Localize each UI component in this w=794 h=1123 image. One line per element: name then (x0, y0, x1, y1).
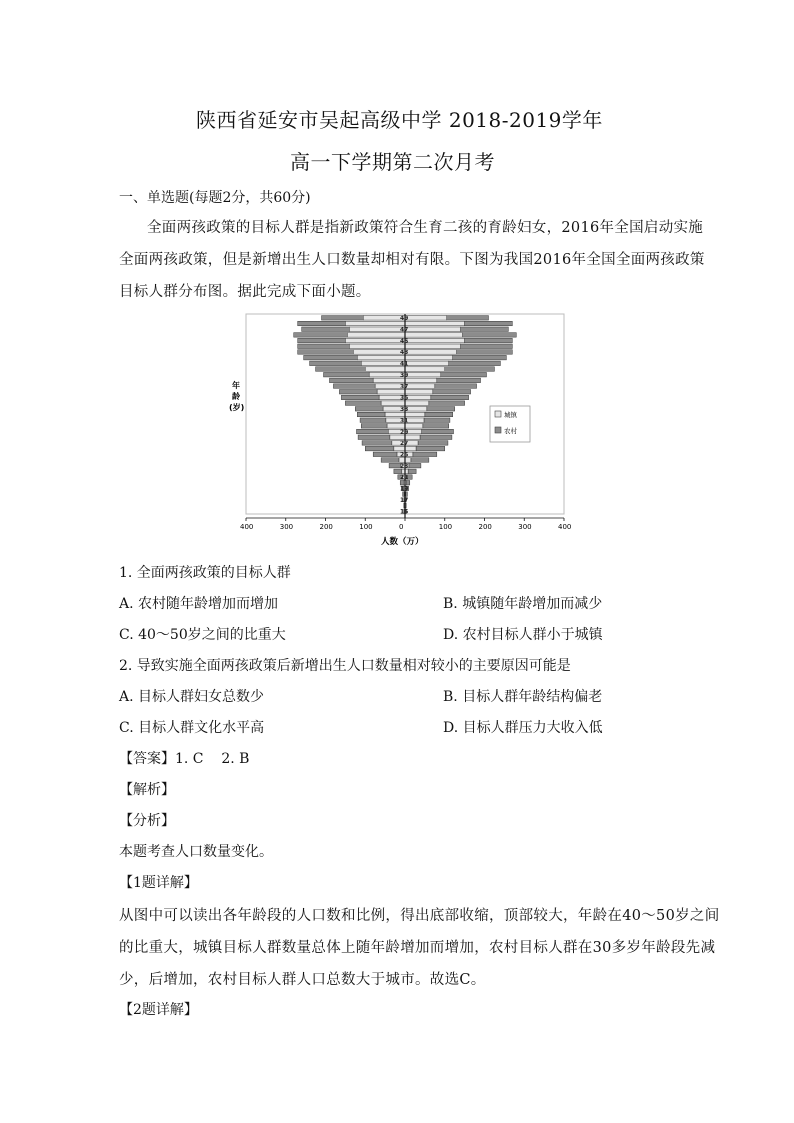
bar-rural-left-age-47 (302, 327, 350, 331)
q2-option-b: B. 目标人群年龄结构偏老 (443, 689, 603, 705)
age-tick-35: 35 (400, 394, 409, 402)
intro-line-3: 目标人群分布图。据此完成下面小题。 (119, 284, 371, 300)
analysis-label: 【解析】 (119, 782, 175, 798)
legend-swatch-urban (495, 411, 501, 417)
x-tick-label-4: 0 (399, 523, 404, 531)
bar-rural-right-age-33 (427, 407, 455, 411)
q1-detail-line-2: 的比重大，城镇目标人群数量总体上随年龄增加而增加，农村目标人群在30多岁年龄段先减 (119, 940, 716, 956)
bar-rural-right-age-46 (463, 333, 517, 337)
bar-rural-left-age-37 (333, 384, 375, 388)
bar-urban-left-age-42 (357, 355, 405, 359)
bar-rural-right-age-47 (461, 327, 509, 331)
bar-urban-right-age-48 (405, 321, 465, 325)
bar-urban-right-age-49 (405, 316, 447, 320)
age-tick-27: 27 (400, 440, 409, 448)
intro-line-2: 全面两孩政策，但是新增出生人口数量却相对有限。下图为我国2016年全国全面两孩政策 (119, 252, 705, 268)
bar-urban-left-age-46 (347, 333, 405, 337)
age-tick-29: 29 (400, 428, 409, 436)
bar-rural-left-age-45 (298, 338, 346, 342)
bar-rural-right-age-31 (424, 418, 450, 422)
bar-rural-left-age-33 (355, 407, 383, 411)
x-tick-label-8: 400 (558, 523, 572, 531)
bar-rural-left-age-35 (341, 395, 379, 399)
legend-label-rural: 农村 (504, 427, 517, 435)
bar-rural-left-age-48 (298, 321, 346, 325)
bar-urban-right-age-35 (405, 395, 431, 399)
bar-urban-left-age-47 (349, 327, 405, 331)
legend-label-urban: 城镇 (504, 411, 517, 419)
bar-rural-right-age-45 (465, 338, 513, 342)
legend (490, 406, 530, 442)
bar-rural-left-age-46 (294, 333, 348, 337)
bar-rural-left-age-28 (358, 435, 390, 439)
age-tick-39: 39 (400, 371, 409, 379)
legend-swatch-rural (495, 427, 501, 433)
x-axis-label: 人数（万） (381, 537, 424, 547)
bar-rural-right-age-41 (449, 361, 501, 365)
bar-rural-right-age-25 (413, 452, 437, 456)
bar-rural-right-age-37 (435, 384, 477, 388)
bar-rural-left-age-38 (329, 378, 373, 382)
age-tick-47: 47 (400, 326, 409, 334)
age-tick-33: 33 (400, 406, 409, 414)
q1-detail-label: 【1题详解】 (119, 875, 198, 891)
bar-rural-left-age-36 (339, 390, 377, 394)
y-axis-label: 年 龄 (岁) (229, 381, 245, 412)
bar-rural-right-age-44 (461, 344, 513, 348)
x-tick-label-7: 300 (518, 523, 532, 531)
q1-option-d: D. 农村目标人群小于城镇 (443, 627, 603, 643)
bar-rural-right-age-35 (431, 395, 469, 399)
q2-stem: 2. 导致实施全面两孩政策后新增出生人口数量相对较小的主要原因可能是 (119, 658, 571, 674)
bar-rural-left-age-25 (373, 452, 397, 456)
age-tick-17: 17 (400, 496, 409, 504)
bar-rural-right-age-23 (409, 463, 421, 467)
bar-rural-left-age-34 (345, 401, 381, 405)
bar-urban-left-age-48 (345, 321, 405, 325)
age-tick-49: 49 (400, 315, 409, 323)
bar-rural-right-age-36 (433, 390, 471, 394)
bar-rural-left-age-43 (298, 350, 354, 354)
page-title-line1: 陕西省延安市吴起高级中学 2018-2019学年 (196, 108, 603, 132)
age-tick-19: 19 (400, 485, 409, 493)
bar-rural-left-age-39 (324, 372, 370, 376)
bar-rural-right-age-22 (408, 469, 416, 473)
bar-rural-left-age-41 (310, 361, 362, 365)
bar-urban-left-age-49 (363, 316, 405, 320)
bar-rural-right-age-39 (441, 372, 487, 376)
q1-option-b: B. 城镇随年龄增加而减少 (443, 596, 603, 612)
bar-rural-right-age-24 (411, 458, 429, 462)
age-tick-37: 37 (400, 383, 409, 391)
bar-urban-left-age-41 (361, 361, 405, 365)
bar-rural-right-age-27 (418, 441, 448, 445)
age-tick-45: 45 (400, 337, 409, 345)
bar-rural-right-age-40 (445, 367, 495, 371)
bar-rural-left-age-49 (322, 316, 364, 320)
bar-urban-right-age-44 (405, 344, 461, 348)
section-heading: 一、单选题(每题2分，共60分) (119, 190, 311, 206)
bar-urban-right-age-39 (405, 372, 441, 376)
bar-urban-right-age-45 (405, 338, 465, 342)
population-pyramid-chart (229, 312, 578, 552)
bar-urban-right-age-37 (405, 384, 435, 388)
bar-urban-right-age-36 (405, 390, 433, 394)
bar-rural-left-age-27 (362, 441, 392, 445)
bar-rural-left-age-44 (298, 344, 350, 348)
q2-option-a: A. 目标人群妇女总数少 (119, 689, 265, 705)
bar-urban-right-age-41 (405, 361, 449, 365)
x-tick-label-5: 100 (438, 523, 453, 531)
answer-line (119, 748, 249, 768)
age-tick-41: 41 (400, 360, 409, 368)
age-tick-21: 21 (400, 474, 409, 482)
bar-rural-left-age-31 (360, 418, 386, 422)
bar-rural-right-age-32 (425, 412, 453, 416)
bar-rural-left-age-40 (316, 367, 366, 371)
bar-rural-right-age-30 (423, 424, 449, 428)
bar-urban-right-age-46 (405, 333, 463, 337)
answer-label: 【答案】 (119, 751, 175, 767)
bar-urban-left-age-44 (349, 344, 405, 348)
bar-urban-left-age-45 (345, 338, 405, 342)
bar-urban-right-age-40 (405, 367, 445, 371)
bar-rural-left-age-32 (357, 412, 385, 416)
answer-text: 1. C 2. B (175, 751, 250, 767)
age-tick-31: 31 (400, 417, 409, 425)
q1-detail-line-1: 从图中可以读出各年龄段的人口数和比例，得出底部收缩，顶部较大，年龄在40～50岁之间 (119, 908, 720, 924)
x-tick-label-0: 400 (240, 523, 254, 531)
bar-rural-right-age-48 (465, 321, 513, 325)
x-tick-label-3: 100 (359, 523, 373, 531)
bar-urban-right-age-43 (405, 350, 457, 354)
bar-urban-right-age-38 (405, 378, 437, 382)
q1-detail-line-3: 少，后增加，农村目标人群人口总数大于城市。故选C。 (119, 972, 486, 988)
bar-rural-right-age-26 (416, 446, 445, 450)
intro-line-1: 全面两孩政策的目标人群是指新政策符合生育二孩的育龄妇女，2016年全国启动实施 (147, 220, 704, 236)
x-tick-label-1: 300 (279, 523, 294, 531)
bar-rural-left-age-26 (365, 446, 394, 450)
page-title-line2: 高一下学期第二次月考 (290, 150, 495, 174)
q2-option-d: D. 目标人群压力大收入低 (443, 720, 603, 736)
q1-option-c: C. 40～50岁之间的比重大 (119, 627, 286, 643)
bar-rural-right-age-43 (457, 350, 513, 354)
q2-detail-label: 【2题详解】 (119, 1002, 198, 1018)
bar-rural-left-age-29 (357, 429, 389, 433)
bar-rural-right-age-34 (429, 401, 465, 405)
age-tick-15: 15 (400, 508, 409, 516)
q1-stem: 1. 全面两孩政策的目标人群 (119, 565, 291, 581)
bar-rural-right-age-42 (453, 355, 507, 359)
age-tick-43: 43 (400, 349, 409, 357)
bar-rural-right-age-49 (447, 316, 489, 320)
bar-urban-right-age-42 (405, 355, 453, 359)
bar-rural-right-age-29 (422, 429, 454, 433)
bar-rural-left-age-42 (304, 355, 358, 359)
bar-urban-right-age-34 (405, 401, 429, 405)
q2-option-c: C. 目标人群文化水平高 (119, 720, 265, 736)
q1-option-a: A. 农村随年龄增加而增加 (119, 596, 279, 612)
age-tick-23: 23 (400, 462, 409, 470)
bar-rural-left-age-30 (361, 424, 387, 428)
fenxi-text: 本题考查人口数量变化。 (119, 844, 273, 860)
bar-rural-right-age-28 (420, 435, 452, 439)
fenxi-label: 【分析】 (119, 813, 175, 829)
x-tick-label-2: 200 (319, 523, 333, 531)
bar-rural-left-age-24 (381, 458, 399, 462)
age-tick-25: 25 (400, 451, 409, 459)
bar-urban-left-age-43 (353, 350, 405, 354)
bar-rural-right-age-38 (437, 378, 481, 382)
x-tick-label-6: 200 (478, 523, 492, 531)
bar-urban-right-age-47 (405, 327, 461, 331)
